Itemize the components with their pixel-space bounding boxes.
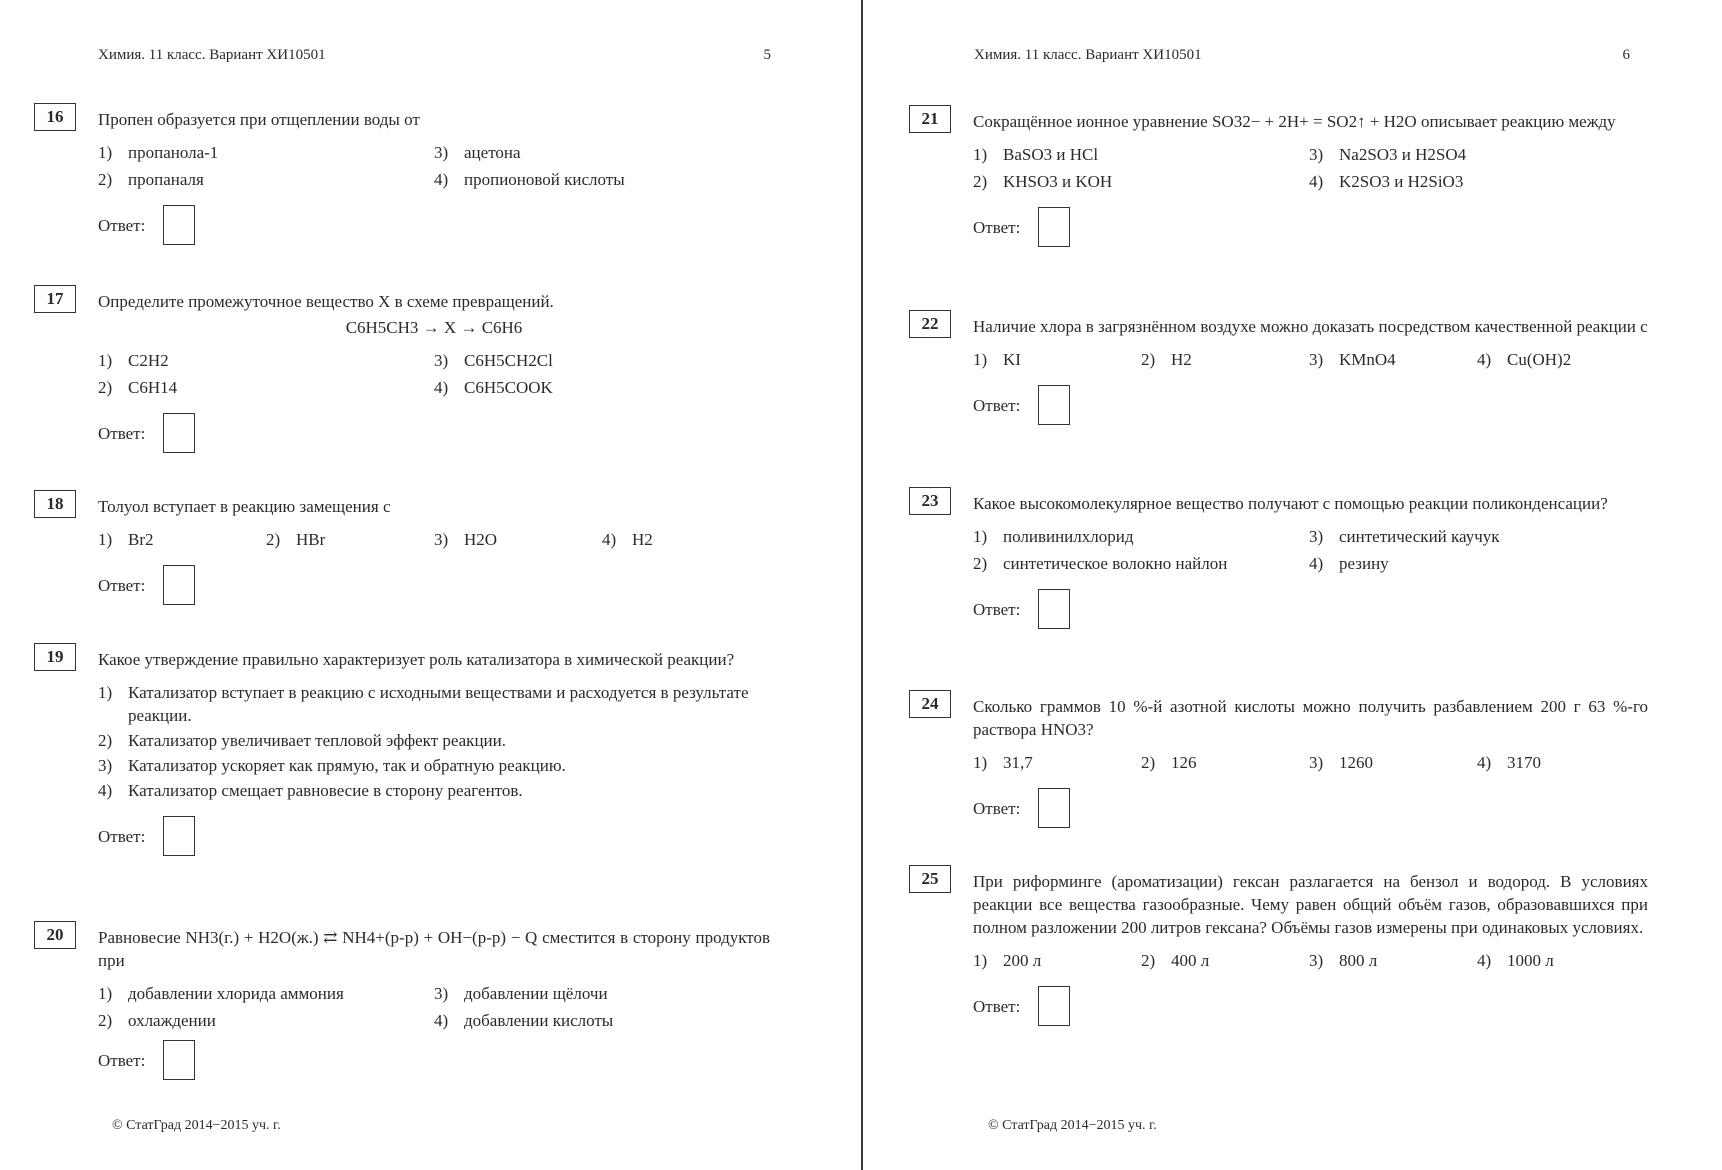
option-1[interactable]: 1) Катализатор вступает в реакцию с исходными веществами и расходуется в результате реакции. — [98, 683, 749, 725]
option-4[interactable]: 4) пропионовой кислоты — [434, 170, 625, 189]
answer-box[interactable] — [163, 816, 195, 856]
task-number: 23 — [909, 487, 951, 515]
answer-row — [973, 385, 1648, 425]
task-number: 17 — [34, 285, 76, 313]
answer-box[interactable] — [163, 565, 195, 605]
option-1[interactable]: 1) BaSO3 и HCl — [973, 145, 1099, 164]
answer-box[interactable] — [1038, 589, 1070, 629]
page-number: 5 — [763, 47, 771, 63]
option-1[interactable]: 1) 31,7 — [973, 753, 1033, 772]
task-22 — [875, 315, 1648, 425]
task-number: 25 — [909, 865, 951, 893]
option-4[interactable]: 4) Катализатор смещает равновесие в сторону реагентов. — [98, 781, 523, 800]
answer-label: Ответ: — [98, 826, 146, 846]
question-text: Сколько граммов 10 %-й азотной кислоты можно получить разбавлением 200 г 63 %-го раствора HNO3? — [973, 697, 1648, 739]
option-4[interactable]: 4) K2SO3 и H2SiO3 — [1309, 172, 1464, 191]
answer-row — [973, 986, 1648, 1026]
option-4[interactable]: 4) добавлении кислоты — [434, 1011, 614, 1030]
answer-box[interactable] — [1038, 207, 1070, 247]
option-1[interactable]: 1) поливинилхлорид — [973, 527, 1134, 546]
option-3[interactable]: 3) 800 л — [1309, 951, 1378, 970]
option-3[interactable]: 3) KMnO4 — [1309, 350, 1396, 369]
option-3[interactable]: 3) Катализатор ускоряет как прямую, так и обратную реакцию. — [98, 756, 566, 775]
answer-row — [98, 413, 770, 453]
options — [973, 143, 1648, 193]
question-text: Сокращённое ионное уравнение SO32− + 2H+ = SO2↑ + H2O описывает реакцию между — [973, 112, 1616, 131]
page-footer: © СтатГрад 2014−2015 уч. г. — [988, 1118, 1157, 1133]
option-2[interactable]: 2) синтетическое волокно найлон — [973, 554, 1228, 573]
page-footer: © СтатГрад 2014−2015 уч. г. — [112, 1118, 281, 1133]
task-18 — [0, 495, 770, 605]
answer-label: Ответ: — [98, 575, 146, 595]
options — [973, 348, 1648, 371]
task-25 — [875, 870, 1648, 1026]
question-text: При риформинге (ароматизации) гексан разлагается на бензол и водород. В условиях реакции все вещества газообразные. Чему равен общий объём газов, образовавшихся при полном разложении 200 литров гексана? Объёмы газов измерены при одинаковых условиях. — [973, 872, 1648, 937]
option-3[interactable]: 3) Na2SO3 и H2SO4 — [1309, 145, 1467, 164]
answer-box[interactable] — [1038, 986, 1070, 1026]
page-header: Химия. 11 класс. Вариант ХИ10501 — [974, 47, 1202, 63]
task-number: 20 — [34, 921, 76, 949]
task-21 — [875, 110, 1648, 247]
option-4[interactable]: 4) Cu(OH)2 — [1477, 350, 1572, 369]
option-4[interactable]: 4) резину — [1309, 554, 1389, 573]
options — [98, 528, 770, 551]
option-2[interactable]: 2) пропаналя — [98, 170, 204, 189]
task-17 — [0, 290, 770, 453]
page-divider — [861, 0, 863, 1170]
options — [98, 349, 770, 399]
task-23 — [875, 492, 1648, 629]
task-number: 19 — [34, 643, 76, 671]
task-number: 16 — [34, 103, 76, 131]
answer-label: Ответ: — [973, 599, 1021, 619]
option-3[interactable]: 3) добавлении щёлочи — [434, 984, 608, 1003]
question-text: Какое утверждение правильно характеризует роль катализатора в химической реакции? — [98, 650, 735, 669]
task-19 — [0, 648, 770, 856]
page-header: Химия. 11 класс. Вариант ХИ10501 — [98, 47, 326, 63]
option-1[interactable]: 1) Br2 — [98, 530, 154, 549]
task-number: 22 — [909, 310, 951, 338]
question-text: Какое высокомолекулярное вещество получают с помощью реакции поликонденсации? — [973, 494, 1608, 513]
answer-row — [98, 816, 770, 856]
answer-label: Ответ: — [98, 423, 146, 443]
option-4[interactable]: 4) C6H5COOK — [434, 378, 553, 397]
answer-row — [973, 788, 1648, 828]
question-text: Наличие хлора в загрязнённом воздухе можно доказать посредством качественной реакции с — [973, 317, 1648, 336]
answer-label: Ответ: — [973, 217, 1021, 237]
answer-row — [98, 205, 770, 245]
question-text: Толуол вступает в реакцию замещения с — [98, 497, 391, 516]
question-text: Пропен образуется при отщеплении воды от — [98, 110, 420, 129]
task-number: 18 — [34, 490, 76, 518]
left-page — [0, 0, 780, 1170]
answer-label: Ответ: — [973, 996, 1021, 1016]
option-2[interactable]: 2) KHSO3 и KOH — [973, 172, 1113, 191]
answer-label: Ответ: — [973, 395, 1021, 415]
answer-label: Ответ: — [98, 1050, 146, 1070]
option-2[interactable]: 2) 126 — [1141, 753, 1197, 772]
option-2[interactable]: 2) Катализатор увеличивает тепловой эффект реакции. — [98, 731, 506, 750]
option-3[interactable]: 3) C6H5CH2Cl — [434, 351, 553, 370]
page-number: 6 — [1622, 47, 1630, 63]
task-16 — [0, 108, 770, 245]
option-3[interactable]: 3) 1260 — [1309, 753, 1373, 772]
task-number: 24 — [909, 690, 951, 718]
option-1[interactable]: 1) KI — [973, 350, 1021, 369]
answer-label: Ответ: — [973, 798, 1021, 818]
option-1[interactable]: 1) пропанола-1 — [98, 143, 219, 162]
answer-row — [98, 1040, 770, 1080]
option-2[interactable]: 2) H2 — [1141, 350, 1192, 369]
answer-box[interactable] — [1038, 788, 1070, 828]
option-3[interactable]: 3) ацетона — [434, 143, 521, 162]
options — [973, 949, 1648, 972]
option-2[interactable]: 2) C6H14 — [98, 378, 178, 397]
answer-box[interactable] — [1038, 385, 1070, 425]
option-1[interactable]: 1) добавлении хлорида аммония — [98, 984, 344, 1003]
options — [973, 751, 1648, 774]
options — [973, 525, 1648, 575]
answer-box[interactable] — [163, 413, 195, 453]
option-4[interactable]: 4) 3170 — [1477, 753, 1541, 772]
options — [98, 982, 770, 1032]
option-2[interactable]: 2) 400 л — [1141, 951, 1210, 970]
task-number: 21 — [909, 105, 951, 133]
options — [98, 141, 770, 191]
answer-label: Ответ: — [98, 215, 146, 235]
answer-row — [98, 565, 770, 605]
question-text: Определите промежуточное вещество X в схеме превращений. — [98, 292, 554, 311]
question-text: Равновесие NH3(г.) + H2O(ж.) ⇄ NH4+(р-р) + OH−(р-р) − Q сместится в сторону продуктов при — [98, 928, 770, 970]
answer-row — [973, 589, 1648, 629]
option-2[interactable]: 2) HBr — [266, 530, 326, 549]
option-3[interactable]: 3) синтетический каучук — [1309, 527, 1500, 546]
transformation-scheme: C6H5CH3 → X → C6H6 — [345, 318, 523, 337]
option-1[interactable]: 1) C2H2 — [98, 351, 169, 370]
option-2[interactable]: 2) охлаждении — [98, 1011, 216, 1030]
option-4[interactable]: 4) 1000 л — [1477, 951, 1554, 970]
option-1[interactable]: 1) 200 л — [973, 951, 1042, 970]
task-20 — [0, 926, 770, 1080]
answer-box[interactable] — [163, 205, 195, 245]
task-24 — [875, 695, 1648, 828]
option-3[interactable]: 3) H2O — [434, 530, 498, 549]
answer-row — [973, 207, 1648, 247]
option-4[interactable]: 4) H2 — [602, 530, 653, 549]
options — [98, 681, 770, 802]
right-page — [875, 0, 1655, 1170]
answer-box[interactable] — [163, 1040, 195, 1080]
